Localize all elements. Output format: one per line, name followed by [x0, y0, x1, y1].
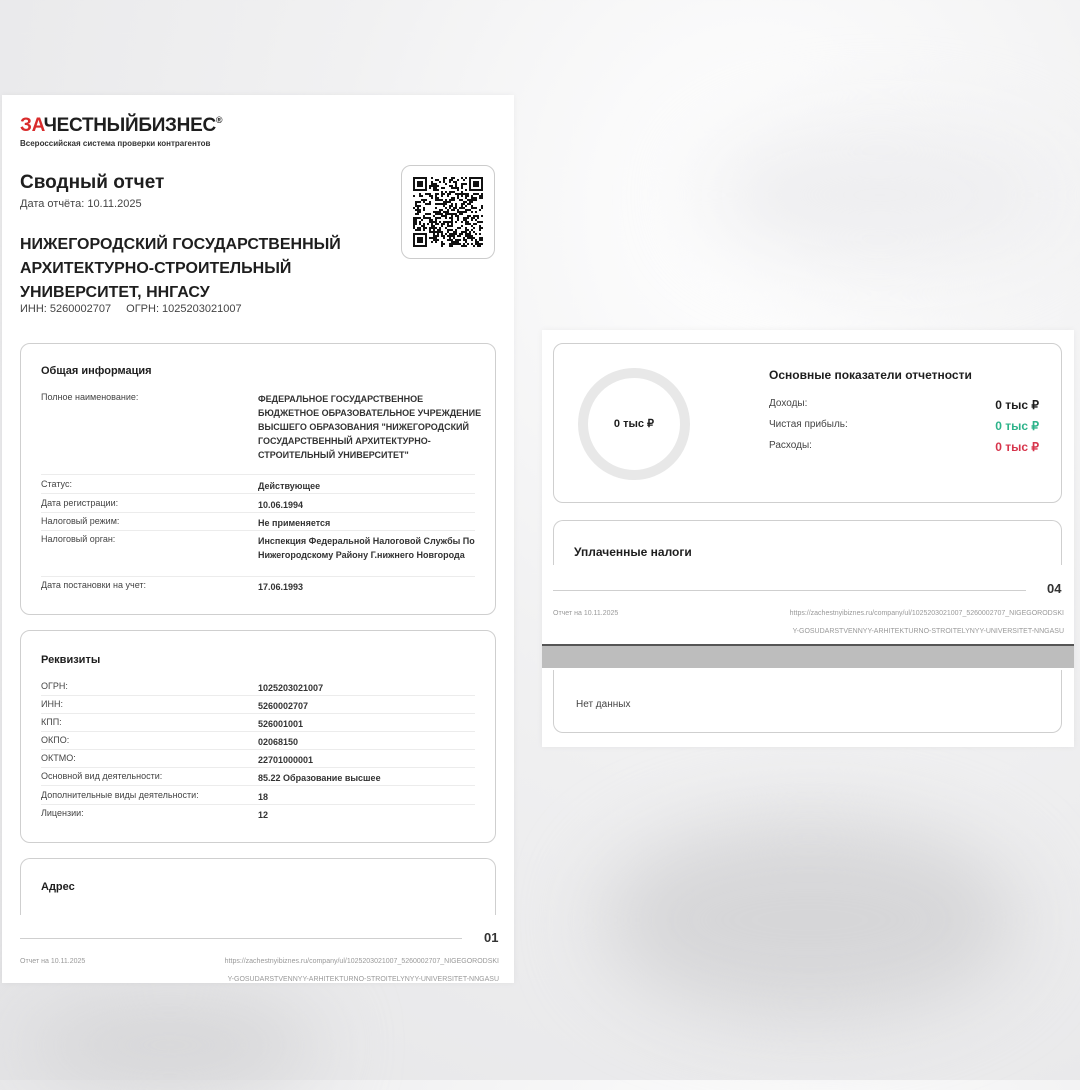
report-page-1 — [2, 95, 514, 983]
requisite-row: ОГРН: 1025203021007 — [41, 681, 475, 696]
requisite-row: ОКПО: 02068150 — [41, 735, 475, 750]
requisite-row: Основной вид деятельности: 85.22 Образование высшее — [41, 771, 475, 786]
info-row-tax-authority: Налоговый орган: Инспекция Федеральной Налоговой Службы По Нижегородскому Району Г.нижнего Новгорода — [41, 534, 475, 577]
general-info-title: Общая информация — [41, 365, 152, 377]
requisites-title: Реквизиты — [41, 654, 101, 666]
organization-name: НИЖЕГОРОДСКИЙ ГОСУДАРСТВЕННЫЙ АРХИТЕКТУРНО-СТРОИТЕЛЬНЫЙ УНИВЕРСИТЕТ, ННГАСУ — [20, 236, 341, 301]
report-page-4 — [542, 330, 1074, 747]
requisite-row: Дополнительные виды деятельности: 18 — [41, 790, 475, 805]
footer-divider — [553, 590, 1026, 591]
footer-url: https://zachestnyibiznes.ru/company/ul/1025203021007_5260002707_NIGEGORODSKI Y-GOSUDARSTVENNYY-ARHITEKTURNO-STROITELYNYY-UNIVERSITET-NNGASU — [789, 610, 1064, 635]
paid-taxes-title: Уплаченные налоги — [574, 545, 692, 559]
organization-ids — [20, 303, 254, 315]
report-date: Дата отчёта: 10.11.2025 — [20, 198, 142, 210]
info-row-registration-tax-date: Дата постановки на учет: 17.06.1993 — [41, 580, 304, 592]
qr-code-icon — [413, 177, 483, 247]
page-break — [542, 644, 1074, 668]
ogrn-value: ОГРН: 1025203021007 — [126, 303, 242, 315]
inn-value: ИНН: 5260002707 — [20, 303, 112, 315]
no-data-text: Нет данных — [576, 699, 631, 710]
footer-url: https://zachestnyibiznes.ru/company/ul/1025203021007_5260002707_NIGEGORODSKI Y-GOSUDARSTVENNYY-ARHITEKTURNO-STROITELYNYY-UNIVERSITET-NNGASU — [224, 958, 499, 983]
indicator-income: Доходы: 0 тыс ₽ — [769, 398, 1039, 412]
background-blob — [20, 1000, 320, 1090]
requisite-row: Лицензии: 12 — [41, 808, 269, 820]
donut-center-value: 0 тыс ₽ — [613, 418, 655, 430]
indicators-list — [769, 398, 1039, 468]
requisite-row: ИНН: 5260002707 — [41, 699, 475, 714]
general-info-card — [20, 343, 496, 615]
indicators-card — [553, 343, 1062, 503]
brand-logo: ЗАЧЕСТНЫЙБИЗНЕС® — [20, 115, 223, 136]
requisites-card — [20, 630, 496, 843]
requisite-row: ОКТМО: 22701000001 — [41, 753, 475, 768]
address-title: Адрес — [41, 881, 75, 893]
info-row-tax-regime: Налоговый режим: Не применяется — [41, 516, 475, 531]
info-row-full-name: Полное наименование: ФЕДЕРАЛЬНОЕ ГОСУДАРСТВЕННОЕ БЮДЖЕТНОЕ ОБРАЗОВАТЕЛЬНОЕ УЧРЕЖДЕНИЕ ВЫСШЕГО ОБРАЗОВАНИЯ "НИЖЕГОРОДСКИЙ ГОСУДАРСТВЕННЫЙ АРХИТЕКТУРНО-СТРОИТЕЛЬНЫЙ УНИВЕРСИТЕТ" — [41, 392, 475, 475]
page-number: 04 — [1047, 581, 1062, 596]
paid-taxes-card-continued — [553, 670, 1062, 733]
footer-report-date: Отчет на 10.11.2025 — [20, 958, 86, 965]
qr-code[interactable] — [401, 165, 495, 259]
page-number: 01 — [484, 930, 499, 945]
requisite-row: КПП: 526001001 — [41, 717, 475, 732]
info-row-registration-date: Дата регистрации: 10.06.1994 — [41, 498, 475, 513]
indicator-net-profit: Чистая прибыль: 0 тыс ₽ — [769, 419, 1039, 433]
background-blob — [700, 120, 1060, 270]
info-row-status: Статус: Действующее — [41, 479, 475, 494]
footer-report-date: Отчет на 10.11.2025 — [553, 610, 619, 617]
report-title: Сводный отчет — [20, 172, 165, 193]
background-blob — [600, 820, 1020, 1020]
paid-taxes-card — [553, 520, 1062, 565]
brand-tagline: Всероссийская система проверки контрагентов — [20, 139, 211, 148]
indicator-expenses: Расходы: 0 тыс ₽ — [769, 440, 1039, 454]
address-card — [20, 858, 496, 915]
indicators-title: Основные показатели отчетности — [769, 368, 972, 382]
footer-divider — [20, 938, 462, 939]
